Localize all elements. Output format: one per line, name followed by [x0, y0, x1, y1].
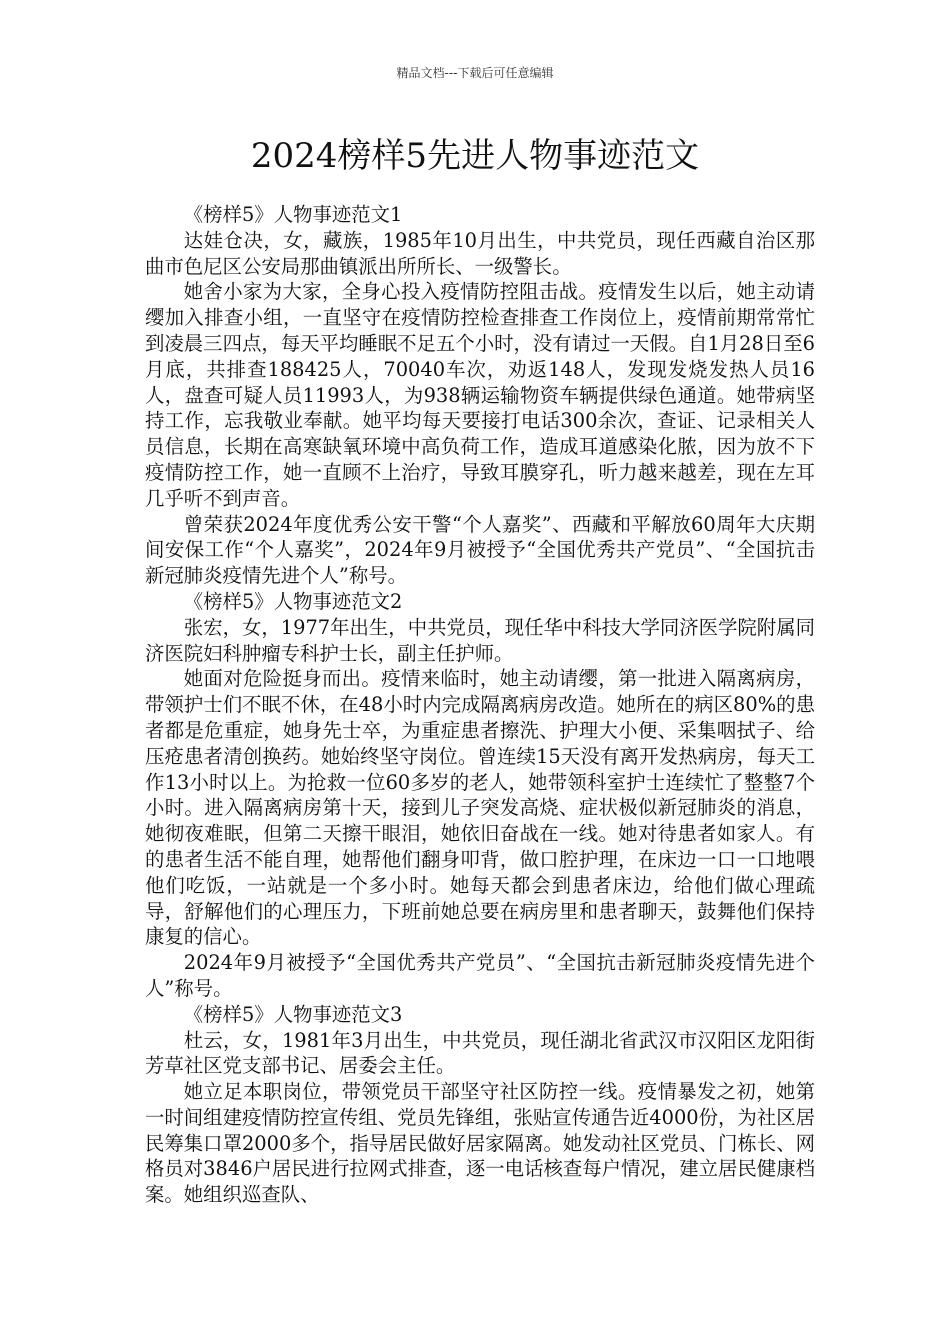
paragraph: 张宏，女，1977年出生，中共党员，现任华中科技大学同济医学院附属同济医院妇科肿瘤专科护士长，副主任护师。 — [145, 615, 815, 665]
paragraph: 她面对危险挺身而出。疫情来临时，她主动请缨，第一批进入隔离病房，带领护士们不眠不休，在48小时内完成隔离病房改造。她所在的病区80%的患者都是危重症，她身先士卒，为重症患者擦洗、护理大小便、采集咽拭子、给压疮患者清创换药。她始终坚守岗位。曾连续15天没有离开发热病房，每天工作13小时以上。为抢救一位60多岁的老人，她带领科室护士连续忙了整整7个小时。进入隔离病房第十天，接到儿子突发高烧、症状极似新冠肺炎的消息，她彻夜难眠，但第二天擦干眼泪，她依旧奋战在一线。她对待患者如家人。有的患者生活不能自理，她帮他们翻身叩背，做口腔护理，在床边一口一口地喂他们吃饭，一站就是一个多小时。她每天都会到患者床边，给他们做心理疏导，舒解他们的心理压力，下班前她总要在病房里和患者聊天，鼓舞他们保持康复的信心。 — [145, 667, 815, 949]
paragraph: 达娃仓决，女，藏族，1985年10月出生，中共党员，现任西藏自治区那曲市色尼区公安局那曲镇派出所所长、一级警长。 — [145, 228, 815, 278]
document-title: 2024榜样5先进人物事迹范文 — [250, 136, 700, 176]
paragraph: 她舍小家为大家，全身心投入疫情防控阻击战。疫情发生以后，她主动请缨加入排查小组，一直坚守在疫情防控检查排查工作岗位上，疫情前期常常忙到凌晨三四点，每天平均睡眠不足五个小时，没有请过一天假。自1月28日至6月底，共排查188425人，70040车次，劝返148人，发现发烧发热人员16人，盘查可疑人员11993人，为938辆运输物资车辆提供绿色通道。她带病坚持工作，忘我敬业奉献。她平均每天要接打电话300余次，查证、记录相关人员信息，长期在高寒缺氧环境中高负荷工作，造成耳道感染化脓，因为放不下疫情防控工作，她一直顾不上治疗，导致耳膜穿孔，听力越来越差，现在左耳几乎听不到声音。 — [145, 280, 815, 510]
section-heading-3: 《榜样5》人物事迹范文3 — [183, 1002, 403, 1026]
paragraph: 杜云，女，1981年3月出生，中共党员，现任湖北省武汉市汉阳区龙阳街芳草社区党支部书记、居委会主任。 — [145, 1028, 815, 1078]
document-body — [145, 202, 815, 1208]
section-heading-1: 《榜样5》人物事迹范文1 — [183, 203, 403, 226]
header-watermark: 精品文档---下载后可任意编辑 — [396, 66, 554, 80]
paragraph: 曾荣获2024年度优秀公安干警“个人嘉奖”、西藏和平解放60周年大庆期间安保工作“个人嘉奖”，2024年9月被授予“全国优秀共产党员”、“全国抗击新冠肺炎疫情先进个人”称号。 — [145, 512, 815, 588]
section-heading-2: 《榜样5》人物事迹范文2 — [183, 589, 403, 613]
paragraph: 她立足本职岗位，带领党员干部坚守社区防控一线。疫情暴发之初，她第一时间组建疫情防控宣传组、党员先锋组，张贴宣传通告近4000份，为社区居民筹集口罩2000多个，指导居民做好居家隔离。她发动社区党员、门栋长、网格员对3846户居民进行拉网式排查，逐一电话核查每户情况，建立居民健康档案。她组织巡查队、 — [145, 1080, 815, 1207]
paragraph: 2024年9月被授予“全国优秀共产党员”、“全国抗击新冠肺炎疫情先进个人”称号。 — [145, 951, 815, 1000]
